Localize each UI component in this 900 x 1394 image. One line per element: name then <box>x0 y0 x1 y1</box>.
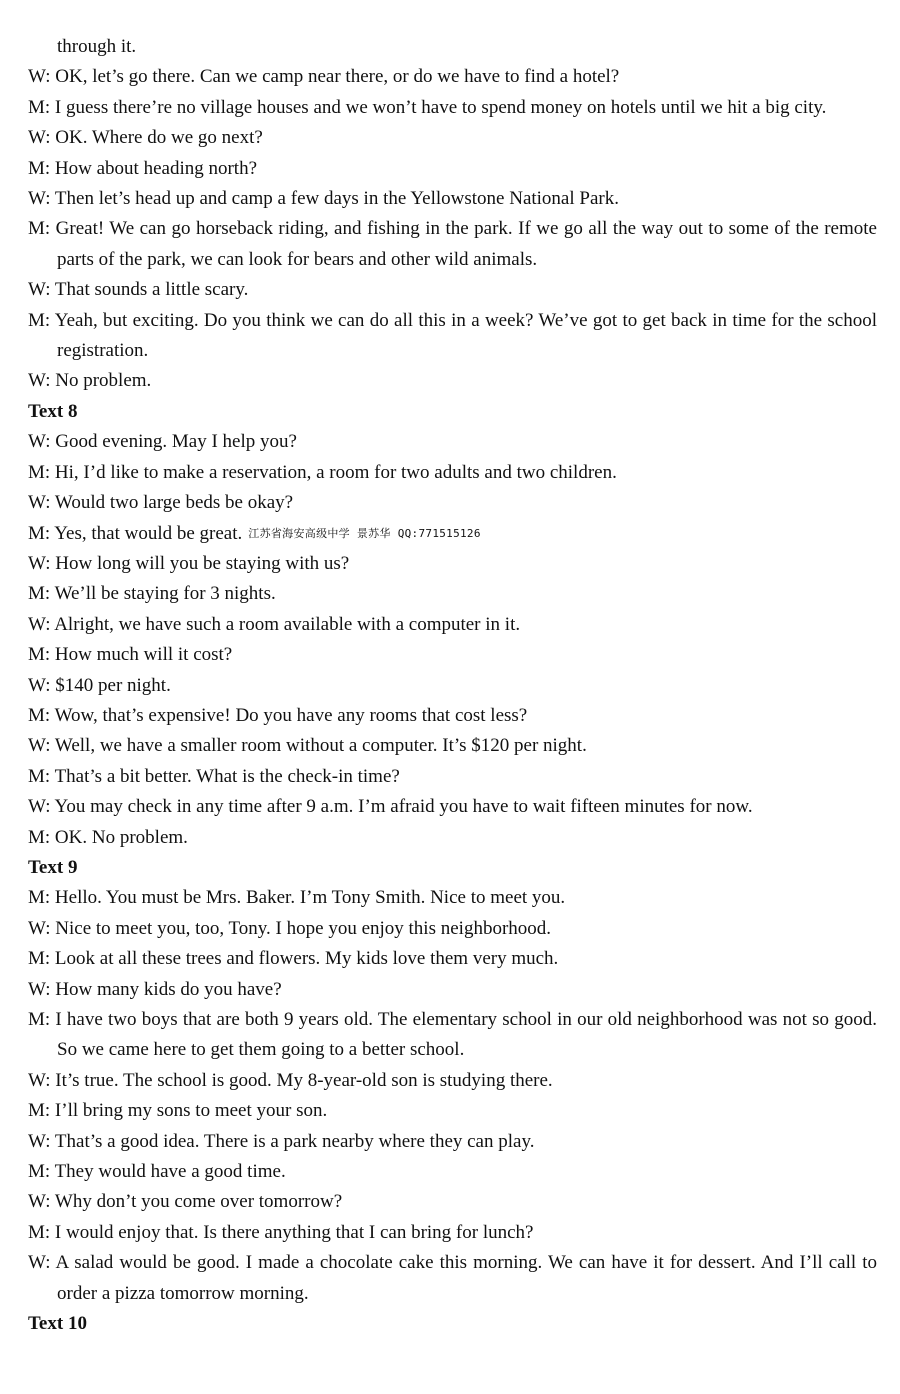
dialogue-line <box>28 549 877 579</box>
dialogue-line <box>28 731 877 761</box>
line-text: W: Why don’t you come over tomorrow? <box>28 1191 343 1213</box>
dialogue-line <box>28 1187 877 1217</box>
line-text: M: I guess there’re no village houses and we won’t have to spend money on hotels until we hit a big city. <box>28 96 827 118</box>
dialogue-line <box>28 914 877 944</box>
dialogue-line <box>28 488 877 518</box>
section-heading <box>28 853 877 883</box>
line-text: M: I’ll bring my sons to meet your son. <box>28 1100 328 1122</box>
dialogue-line <box>28 1218 877 1248</box>
line-text: M: That’s a bit better. What is the check-in time? <box>28 765 400 787</box>
dialogue-line <box>28 823 877 853</box>
dialogue-line <box>28 275 877 305</box>
dialogue-line <box>28 214 877 275</box>
dialogue-line <box>28 123 877 153</box>
section-heading <box>28 397 877 427</box>
line-text: M: We’ll be staying for 3 nights. <box>28 583 276 605</box>
dialogue-line <box>28 1248 877 1309</box>
line-text: W: OK. Where do we go next? <box>28 127 263 149</box>
dialogue-line <box>28 883 877 913</box>
line-text: W: OK, let’s go there. Can we camp near there, or do we have to find a hotel? <box>28 66 620 88</box>
line-text: M: Yes, that would be great. <box>28 522 243 544</box>
dialogue-line <box>28 1005 877 1066</box>
line-text: M: I would enjoy that. Is there anything that I can bring for lunch? <box>28 1221 534 1243</box>
dialogue-line <box>28 975 877 1005</box>
line-text: M: OK. No problem. <box>28 826 188 848</box>
line-text: W: No problem. <box>28 370 152 392</box>
dialogue-line <box>28 93 877 123</box>
dialogue-line <box>28 366 877 396</box>
line-text: Text 9 <box>28 856 78 878</box>
line-text: W: It’s true. The school is good. My 8-year-old son is studying there. <box>28 1069 553 1091</box>
line-text: W: A salad would be good. I made a chocolate cake this morning. We can have it for dessert. And I’ll call to order a pizza tomorrow morning. <box>28 1252 877 1304</box>
line-text: W: That’s a good idea. There is a park nearby where they can play. <box>28 1130 535 1152</box>
dialogue-line <box>28 762 877 792</box>
dialogue-line <box>28 184 877 214</box>
dialogue-line <box>28 427 877 457</box>
dialogue-line <box>28 640 877 670</box>
line-text: W: That sounds a little scary. <box>28 279 249 301</box>
line-text: M: I have two boys that are both 9 years old. The elementary school in our old neighborhood was not so good. So we came here to get them going to a better school. <box>28 1009 877 1061</box>
line-text: M: Great! We can go horseback riding, and fishing in the park. If we go all the way out to some of the remote parts of the park, we can look for bears and other wild animals. <box>28 218 877 270</box>
dialogue-line <box>28 32 877 62</box>
line-text: M: Hi, I’d like to make a reservation, a room for two adults and two children. <box>28 461 617 483</box>
line-text: W: Alright, we have such a room available with a computer in it. <box>28 613 521 635</box>
line-text: W: Well, we have a smaller room without a computer. It’s $120 per night. <box>28 735 587 757</box>
line-text: M: They would have a good time. <box>28 1161 286 1183</box>
dialogue-line <box>28 701 877 731</box>
source-note: 江苏省海安高级中学 景苏华 QQ:771515126 <box>248 526 481 540</box>
line-text: M: How much will it cost? <box>28 644 233 666</box>
dialogue-line <box>28 1157 877 1187</box>
dialogue-line <box>28 154 877 184</box>
line-text: W: Good evening. May I help you? <box>28 431 297 453</box>
line-text: Text 10 <box>28 1313 87 1335</box>
line-text: through it. <box>57 36 137 57</box>
dialogue-line <box>28 519 877 549</box>
line-text: W: Then let’s head up and camp a few days in the Yellowstone National Park. <box>28 188 619 210</box>
transcript-page <box>28 32 877 1339</box>
dialogue-line <box>28 610 877 640</box>
dialogue-line <box>28 306 877 367</box>
line-text: W: Would two large beds be okay? <box>28 492 294 514</box>
line-text: M: Yeah, but exciting. Do you think we can do all this in a week? We’ve got to get back in time for the school registration. <box>28 309 877 362</box>
dialogue-line <box>28 62 877 92</box>
line-text: Text 8 <box>28 400 78 422</box>
line-text: M: Hello. You must be Mrs. Baker. I’m Tony Smith. Nice to meet you. <box>28 887 566 909</box>
dialogue-line <box>28 1066 877 1096</box>
dialogue-line <box>28 792 877 822</box>
dialogue-line <box>28 944 877 974</box>
line-text: W: Nice to meet you, too, Tony. I hope you enjoy this neighborhood. <box>28 917 552 939</box>
dialogue-line <box>28 1096 877 1126</box>
section-heading <box>28 1309 877 1339</box>
dialogue-line <box>28 458 877 488</box>
line-text: W: How long will you be staying with us? <box>28 552 350 574</box>
line-text: M: Wow, that’s expensive! Do you have any rooms that cost less? <box>28 704 528 726</box>
line-text: W: How many kids do you have? <box>28 978 282 1000</box>
line-text: W: $140 per night. <box>28 674 171 696</box>
line-text: W: You may check in any time after 9 a.m. I’m afraid you have to wait fifteen minutes for now. <box>28 796 753 818</box>
dialogue-line <box>28 579 877 609</box>
line-text: M: How about heading north? <box>28 157 258 179</box>
dialogue-line <box>28 671 877 701</box>
line-text: M: Look at all these trees and flowers. My kids love them very much. <box>28 948 559 970</box>
dialogue-line <box>28 1127 877 1157</box>
